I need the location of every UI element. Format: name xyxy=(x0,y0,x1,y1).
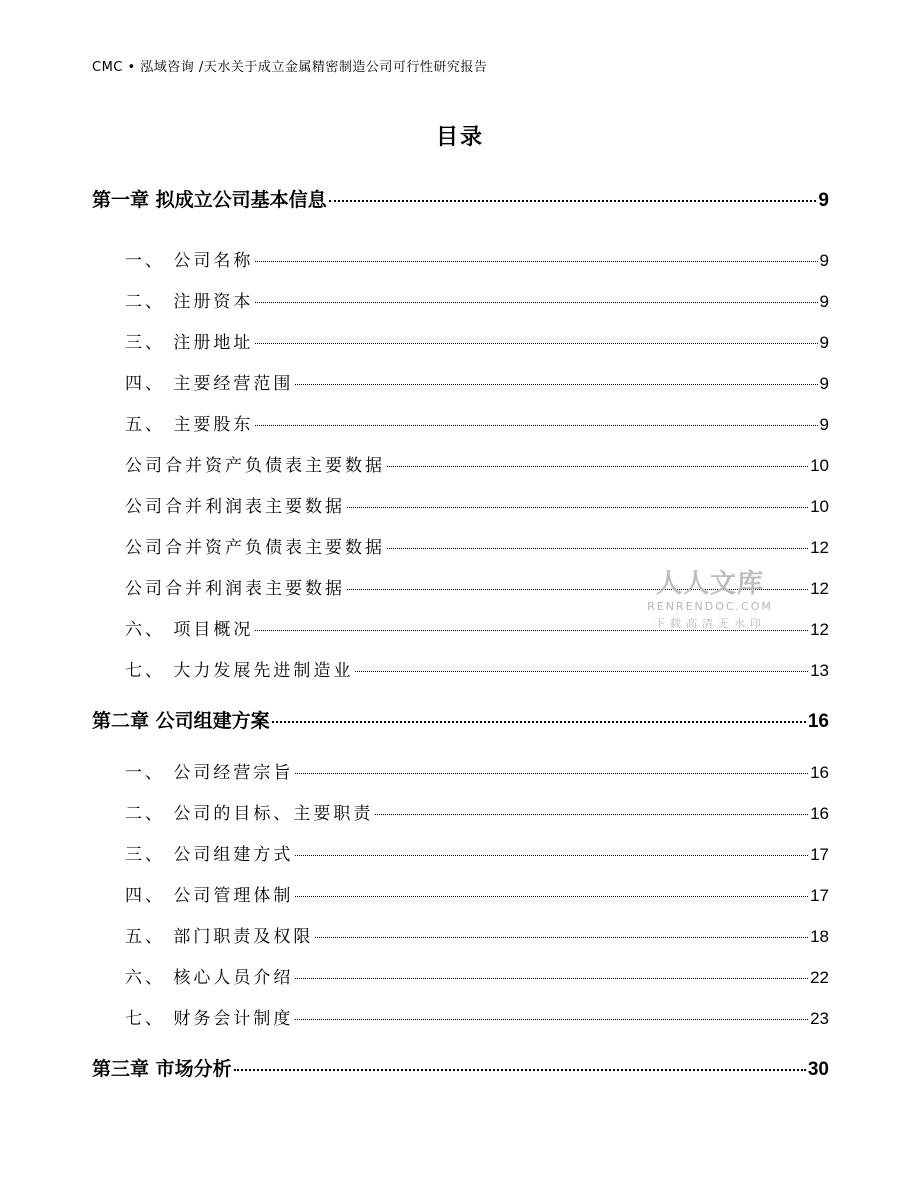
toc-entry-chapter[interactable] xyxy=(92,706,829,733)
toc-entry-section[interactable] xyxy=(125,451,829,476)
toc-entry-section[interactable] xyxy=(125,410,829,435)
toc-entry-section[interactable] xyxy=(125,369,829,394)
watermark-url: RENRENDOC.COM xyxy=(647,600,773,613)
toc-entry-page: 10 xyxy=(810,497,829,516)
dot-leader xyxy=(315,937,808,938)
toc-entry-section[interactable] xyxy=(125,922,829,947)
dot-leader xyxy=(295,896,808,897)
toc-entry-section[interactable] xyxy=(125,328,829,353)
toc-entry-page: 23 xyxy=(810,1009,829,1028)
toc-entry-section[interactable] xyxy=(125,881,829,906)
toc-entry-page: 22 xyxy=(810,968,829,987)
toc-entry-section[interactable] xyxy=(125,758,829,783)
toc-entry-label: 五、 主要股东 xyxy=(125,415,254,435)
dot-leader xyxy=(255,425,817,426)
toc-entry-chapter[interactable] xyxy=(92,1054,829,1081)
dot-leader xyxy=(295,773,808,774)
toc-entry-page: 12 xyxy=(810,538,829,557)
toc-entry-page: 9 xyxy=(818,190,829,211)
toc-entry-label: 四、 公司管理体制 xyxy=(125,886,294,906)
dot-leader xyxy=(234,1069,806,1071)
dot-leader xyxy=(255,343,817,344)
toc-title: 目录 xyxy=(435,125,484,150)
toc-entry-page: 13 xyxy=(810,661,829,680)
toc-entry-label: 第一章 拟成立公司基本信息 xyxy=(92,189,327,211)
toc-entry-section[interactable] xyxy=(125,533,829,558)
toc-entry-label: 第二章 公司组建方案 xyxy=(92,710,270,732)
toc-entry-section[interactable] xyxy=(125,246,829,271)
dot-leader xyxy=(295,978,808,979)
toc-entry-label: 公司合并利润表主要数据 xyxy=(125,579,345,599)
toc-entry-label: 二、 注册资本 xyxy=(125,292,254,312)
toc-entry-label: 公司合并利润表主要数据 xyxy=(125,497,345,517)
toc-entry-page: 16 xyxy=(810,763,829,782)
dot-leader xyxy=(329,200,817,202)
watermark-title: 人人文库 xyxy=(655,569,764,599)
dot-leader xyxy=(387,466,808,467)
dot-leader xyxy=(272,721,806,723)
toc-entry-label: 一、 公司名称 xyxy=(125,251,254,271)
dot-leader xyxy=(295,384,817,385)
dot-leader xyxy=(387,548,808,549)
toc-entry-label: 三、 公司组建方式 xyxy=(125,845,294,865)
dot-leader xyxy=(295,1019,808,1020)
toc-entry-page: 10 xyxy=(810,456,829,475)
dot-leader xyxy=(255,261,817,262)
toc-entry-page: 17 xyxy=(810,845,829,864)
toc-entry-section[interactable] xyxy=(125,1004,829,1029)
toc-entry-label: 公司合并资产负债表主要数据 xyxy=(125,456,385,476)
dot-leader xyxy=(255,302,817,303)
toc-entry-page: 9 xyxy=(819,374,829,393)
dot-leader xyxy=(355,671,808,672)
toc-entry-label: 公司合并资产负债表主要数据 xyxy=(125,538,385,558)
toc-entry-page: 12 xyxy=(810,620,829,639)
toc-entry-section[interactable] xyxy=(125,799,829,824)
toc-entry-label: 五、 部门职责及权限 xyxy=(125,927,314,947)
toc-entry-label: 七、 财务会计制度 xyxy=(125,1009,294,1029)
toc-entry-label: 三、 注册地址 xyxy=(125,333,254,353)
toc-entry-page: 16 xyxy=(810,804,829,823)
toc-entry-label: 四、 主要经营范围 xyxy=(125,374,294,394)
dot-leader xyxy=(347,507,808,508)
toc-entry-section[interactable] xyxy=(125,287,829,312)
toc-entry-page: 9 xyxy=(819,251,829,270)
toc-entry-section[interactable] xyxy=(125,492,829,517)
toc-entry-section[interactable] xyxy=(125,963,829,988)
toc-entry-chapter[interactable] xyxy=(92,185,829,212)
toc-entry-label: 六、 核心人员介绍 xyxy=(125,968,294,988)
toc-entry-page: 30 xyxy=(807,1059,829,1080)
running-header: CMC • 泓域咨询 /天水关于成立金属精密制造公司可行性研究报告 xyxy=(92,60,488,75)
toc-entry-section[interactable] xyxy=(125,656,829,681)
toc-entry-page: 9 xyxy=(819,292,829,311)
toc-entry-label: 六、 项目概况 xyxy=(125,620,254,640)
dot-leader xyxy=(295,855,808,856)
toc-entry-label: 第三章 市场分析 xyxy=(92,1058,232,1080)
dot-leader xyxy=(375,814,808,815)
toc-entry-page: 9 xyxy=(819,415,829,434)
toc-entry-page: 9 xyxy=(819,333,829,352)
toc-entry-label: 七、 大力发展先进制造业 xyxy=(125,661,354,681)
toc-entry-label: 二、 公司的目标、主要职责 xyxy=(125,804,374,824)
toc-entry-page: 18 xyxy=(810,927,829,946)
toc-entry-section[interactable] xyxy=(125,840,829,865)
watermark xyxy=(645,563,775,631)
toc-entry-label: 一、 公司经营宗旨 xyxy=(125,763,294,783)
toc-entry-page: 17 xyxy=(810,886,829,905)
toc-entry-page: 12 xyxy=(810,579,829,598)
watermark-subtitle: 下载高清无水印 xyxy=(654,617,766,630)
toc-entry-page: 16 xyxy=(807,711,829,732)
